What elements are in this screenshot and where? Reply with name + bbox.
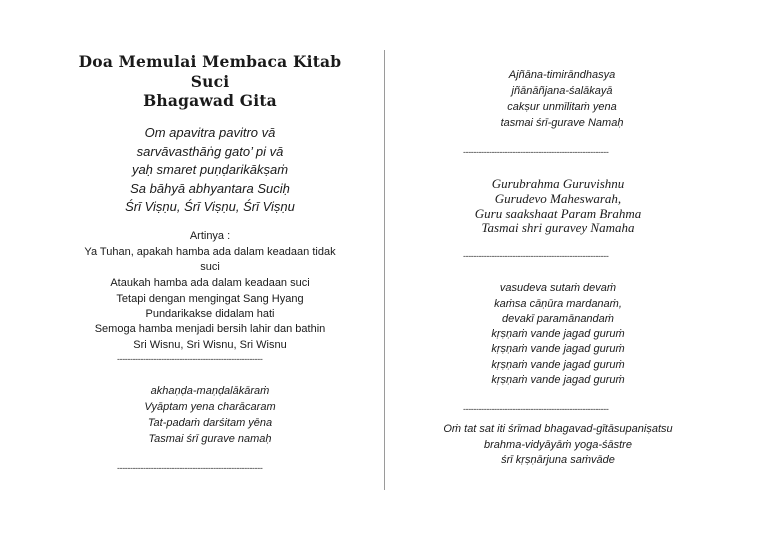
mantra-line: yaḥ smaret puṇḍarikākṣaṁ xyxy=(131,162,289,177)
title-line: Bhagawad Gita xyxy=(143,91,277,110)
mantra-line: sarvāvasthāṅg gato’ pi vā xyxy=(136,144,284,159)
separator: -------------------------------------------------------- xyxy=(463,251,609,261)
verse-line: Gurubrahma Guruvishnu xyxy=(491,176,625,191)
verse-line: devakī paramānandaṁ xyxy=(502,313,614,325)
translation-line: Tetapi dengan mengingat Sang Hyang xyxy=(116,293,304,305)
translation-line: Sri Wisnu, Sri Wisnu, Sri Wisnu xyxy=(133,339,287,351)
translation-line: Ataukah hamba ada dalam keadaan suci xyxy=(110,277,310,289)
translation-line: Ya Tuhan, apakah hamba ada dalam keadaan tidak xyxy=(84,246,336,258)
closing-line: brahma-vidyāyāṁ yoga-śāstre xyxy=(484,439,632,451)
mantra-line: Śrī Viṣṇu, Śrī Viṣṇu, Śrī Viṣṇu xyxy=(125,199,295,214)
verse-line: Tasmai shri guravey Namaha xyxy=(481,220,635,235)
verse-line: kṛṣṇaṁ vande jagad guruṁ xyxy=(491,328,625,340)
translation-line: Semoga hamba menjadi bersih lahir dan bathin xyxy=(94,323,326,335)
artinya-label: Artinya : xyxy=(189,230,231,242)
mantra-line: Om apavitra pavitro vā xyxy=(144,125,276,140)
verse-line: Vyāptam yena charācaram xyxy=(144,401,276,413)
separator: -------------------------------------------------------- xyxy=(463,404,609,414)
verse-line: cakṣur unmīlitaṁ yena xyxy=(507,101,617,113)
verse-line: kṛṣṇaṁ vande jagad guruṁ xyxy=(491,359,625,371)
verse-line: kṛṣṇaṁ vande jagad guruṁ xyxy=(491,343,625,355)
verse-line: tasmai śrī-gurave Namaḥ xyxy=(500,117,624,129)
translation-line: suci xyxy=(200,261,220,273)
verse-line: kaṁsa cāṇūra mardanaṁ, xyxy=(494,298,622,310)
mantra-line: Sa bāhyā abhyantara Suciḥ xyxy=(130,181,290,196)
verse-line: Guru saakshaat Param Brahma xyxy=(474,206,642,221)
verse-line: vasudeva sutaṁ devaṁ xyxy=(499,282,617,294)
verse-line: Tat-padaṁ darśitam yēna xyxy=(147,417,273,429)
separator: -------------------------------------------------------- xyxy=(117,354,263,364)
page-title xyxy=(70,52,350,111)
verse-line: Gurudevo Maheswarah, xyxy=(494,191,622,206)
separator: -------------------------------------------------------- xyxy=(463,147,609,157)
title-line: Suci xyxy=(190,71,230,91)
verse-line: Ajñāna-timirāndhasya xyxy=(508,69,616,81)
closing-line: Oṁ tat sat iti śrīmad bhagavad-gītāsupaniṣatsu xyxy=(443,423,673,435)
verse-line: kṛṣṇaṁ vande jagad guruṁ xyxy=(491,374,625,386)
translation-line: Pundarikakse didalam hati xyxy=(145,308,275,320)
verse-line: akhaṇḍa-maṇḍalākāraṁ xyxy=(150,385,270,397)
separator: -------------------------------------------------------- xyxy=(117,463,263,473)
closing-line: śrī kṛṣṇārjuna saṁvāde xyxy=(501,454,615,466)
verse-line: Tasmai śrī gurave namaḥ xyxy=(148,433,272,445)
title-line: Doa Memulai Membaca Kitab xyxy=(78,52,342,71)
verse-line: jñānāñjana-śalākayā xyxy=(511,85,613,97)
